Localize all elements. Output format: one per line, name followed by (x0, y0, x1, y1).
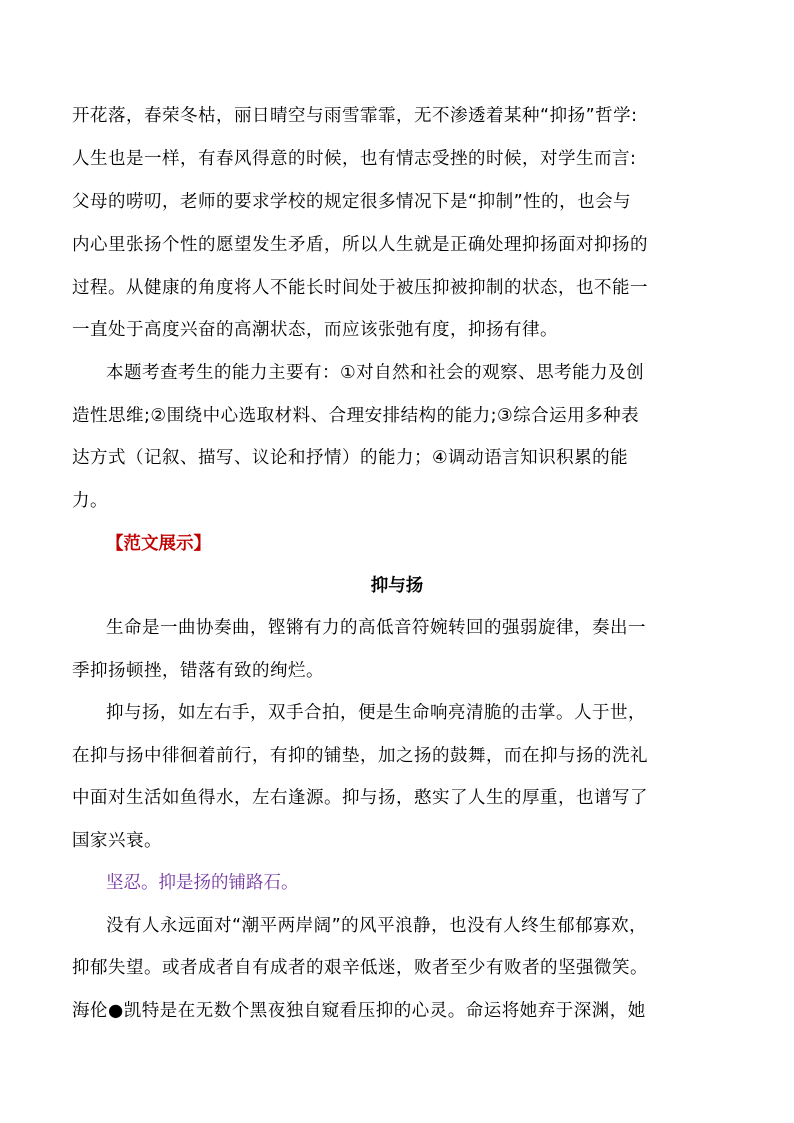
paragraph-line: 造性思维;②围绕中心选取材料、合理安排结构的能力;③综合运用多种表 (72, 406, 640, 426)
paragraph-line: 中面对生活如鱼得水，左右逢源。抑与扬，憨实了人生的厚重，也谱写了 (72, 788, 648, 808)
paragraph-line: 本题考查考生的能力主要有：①对自然和社会的观察、思考能力及创 (106, 363, 645, 383)
paragraph-line: 一直处于高度兴奋的高潮状态，而应该张弛有度，抑扬有律。 (72, 320, 558, 340)
paragraph-line: 在抑与扬中徘徊着前行，有抑的铺垫，加之扬的鼓舞，而在抑与扬的洗礼 (72, 746, 648, 766)
paragraph-line: 抑与扬，如左右手，双手合拍，便是生命响亮清脆的击掌。人于世， (106, 703, 646, 723)
paragraph-line: 父母的唠叨，老师的要求学校的规定很多情况下是“抑制”性的，也会与 (72, 192, 632, 212)
paragraph-line: 过程。从健康的角度将人不能长时间处于被压抑被抑制的状态，也不能一 (72, 278, 648, 298)
paragraph-line: 季抑扬顿挫，错落有致的绚烂。 (72, 661, 324, 681)
paragraph-line: 人生也是一样，有春风得意的时候，也有情志受挫的时候，对学生而言: (72, 149, 637, 169)
paragraph-line: 没有人永远面对“潮平两岸阔”的风平浪静，也没有人终生郁郁寡欢， (106, 916, 648, 936)
paragraph-line: 力。 (72, 491, 108, 511)
paragraph-line: 抑郁失望。或者成者自有成者的艰辛低迷，败者至少有败者的坚强微笑。 (72, 958, 648, 978)
sub-heading: 坚忍。抑是扬的铺路石。 (106, 873, 299, 893)
essay-title: 抑与扬 (370, 576, 424, 596)
section-heading: 【范文展示】 (106, 534, 211, 554)
paragraph-line: 开花落，春荣冬枯，丽日晴空与雨雪霏霏，无不渗透着某种“抑扬”哲学: (72, 106, 638, 126)
paragraph-line: 国家兴衰。 (72, 831, 162, 851)
paragraph-line: 海伦●凯特是在无数个黑夜独自窥看压抑的心灵。命运将她弃于深渊，她 (72, 1001, 646, 1021)
paragraph-line: 内心里张扬个性的愿望发生矛盾，所以人生就是正确处理抑扬面对抑扬的 (72, 235, 648, 255)
paragraph-line: 达方式（记叙、描写、议论和抒情）的能力；④调动语言知识积累的能 (72, 448, 629, 468)
paragraph-line: 生命是一曲协奏曲，铿锵有力的高低音符婉转回的强弱旋律，奏出一 (106, 618, 646, 638)
